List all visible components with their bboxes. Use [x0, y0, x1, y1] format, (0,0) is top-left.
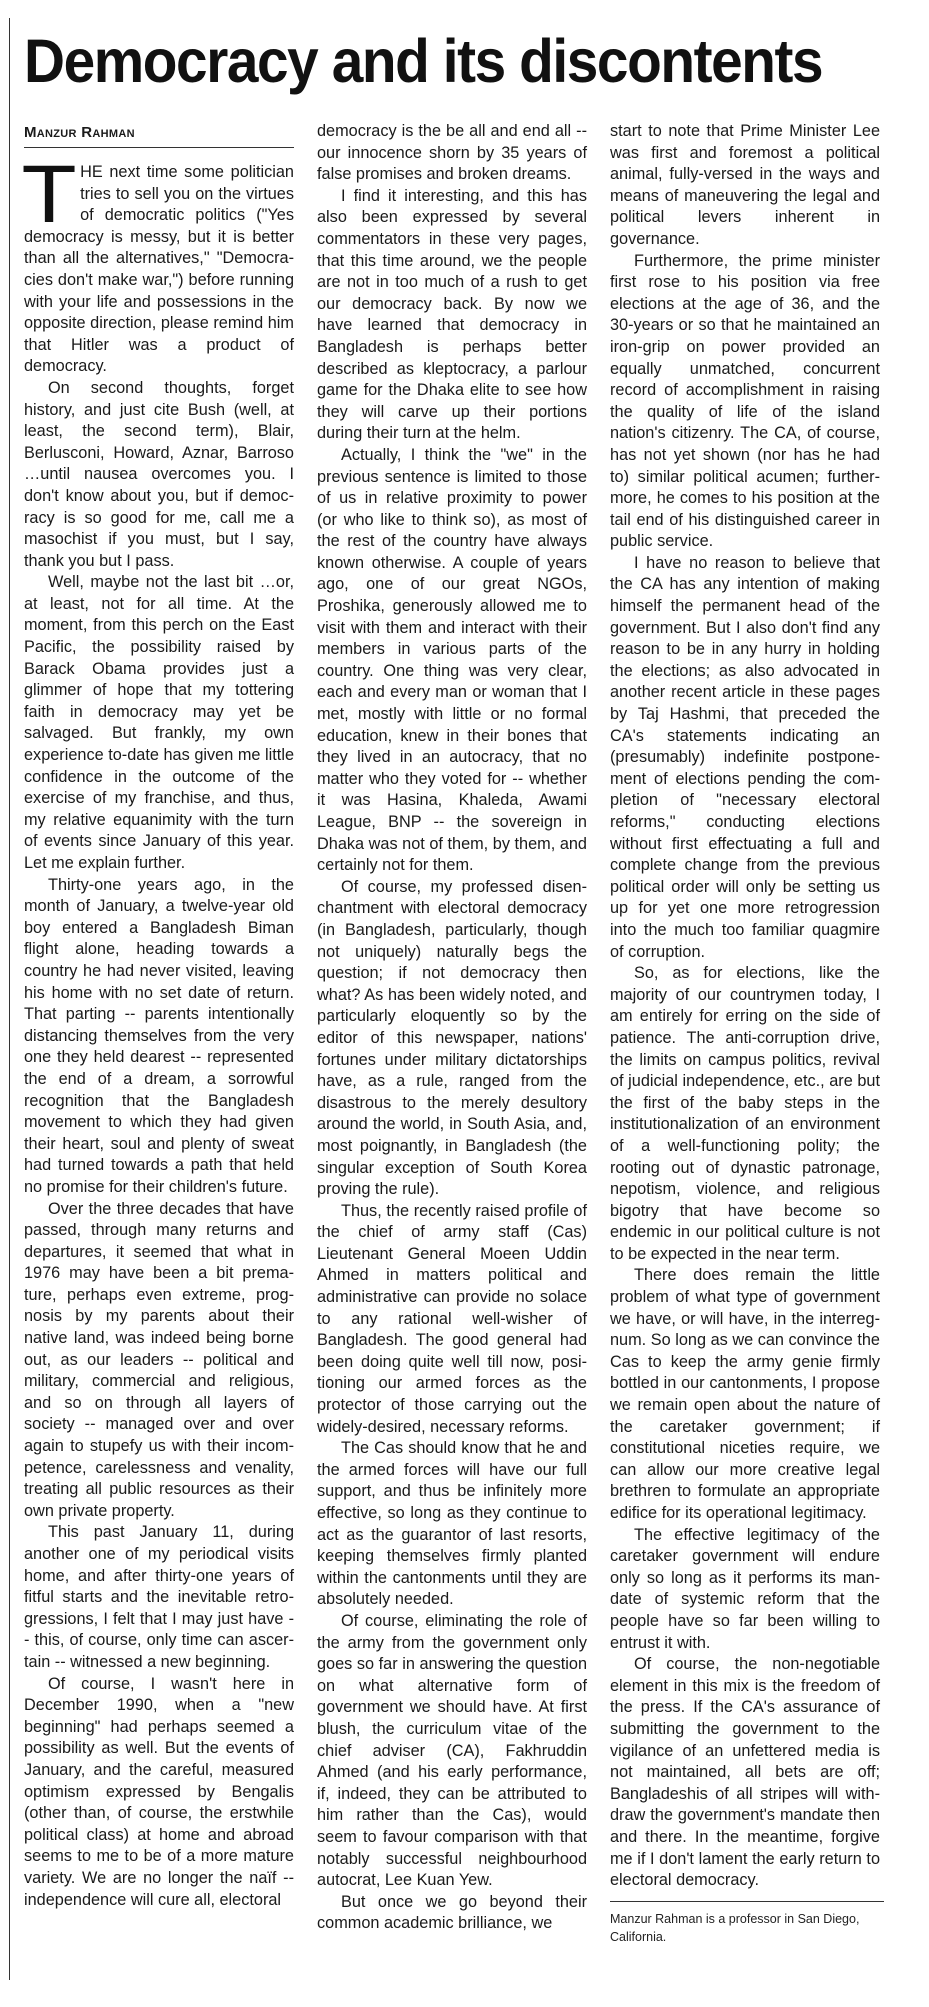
paragraph-continuation: democracy is the be all and end all -- our innocence shorn by 35 years of false promises and broken dreams.: [317, 122, 587, 184]
paragraph: On second thoughts, forget history, and just cite Bush (well, at least, the second term), Blair, Berlusconi, Howard, Aznar, Barroso …until nausea overcomes you. I don't know about you, but if democracy is so good for me, call me a masochist if you must, but I say, thank you but I pass.: [24, 378, 294, 570]
paragraph: Of course, I wasn't here in December 1990, when a "new beginning" had perhaps seemed a possibility as well. But the events of January, and the careful, measured optimism expressed by Bengalis (other than, of course, the erstwhile political class) at home and abroad seems to me to be of a more mature variety. We are no longer the naïf -- independence will cure all, electoral: [24, 1674, 294, 1909]
byline: Manzur Rahman: [24, 124, 294, 148]
paragraph: There does remain the little problem of what type of government we have, or will have, in the interregnum. So long as we can convince the Cas to keep the army genie firmly bottled in our cantonments, I propose we remain open about the nature of the caretaker government; if constitutional niceties require, we can allow our more creative legal brethren to formulate an appropriate edifice for its operational legitimacy.: [610, 1266, 880, 1522]
paragraph: Of course, my professed disenchantment with electoral democracy (in Bangladesh, particularly, though not uniquely) naturally begs the question; if not democracy then what? As has been widely noted, and particularly eloquently so by the editor of this newspaper, nations' fortunes under military dictatorships have, as a rule, ranged from the disastrous to the merely desultory around the world, in South Asia, and, most poignantly, in Bangladesh (the singular exception of South Korea proving the rule).: [317, 877, 587, 1199]
author-bio: Manzur Rahman is a professor in San Diego, California.: [610, 1911, 860, 1944]
paragraph: So, as for elections, like the majority of our countrymen today, I am entirely for erring on the side of patience. The anti-corruption drive, the limits on campus politics, revival of judicial independence, etc., are but the first of the baby steps in the institutionalization of an environment of a well-functioning polity; the rooting out of dynastic patronage, nepotism, violence, and religious bigotry that have become so endemic in our political culture is not to be expected in the near term.: [610, 964, 880, 1263]
paragraph: I have no reason to believe that the CA has any intention of making himself the permanent head of the government. But I also don't find any reason to be in any hurry in holding the elections; as also advocated in another recent article in these pages by Taj Hashmi, that preceded the CA's statements indicating an (presumably) indefinite postponement of elections pending the completion of "necessary electoral reforms," conducting elections without first effectuating a full and complete change from the previous political order will only be setting us up for yet one more retrogression into the much too familiar quagmire of corruption.: [610, 553, 880, 961]
paragraph: Furthermore, the prime minister first rose to his position via free elections at the age of 36, and the 30-years or so that he maintained an iron-grip on power provided an equally unmatched, concurrent record of accomplishment in raising the quality of life of the island nation's citizenry. The CA, of course, has not yet shown (nor has he had to) similar political acumen; furthermore, he comes to his position at the tail end of his distinguished career in public service.: [610, 251, 880, 551]
paragraph: This past January 11, during another one of my periodical visits home, and after thirty-one years of fitful starts and the inevitable retrogressions, I felt that I may just have -- this, of course, only time can ascertain -- witnessed a new beginning.: [24, 1523, 294, 1671]
headline: Democracy and its discontents: [24, 27, 823, 95]
lead-paragraph-text: HE next time some politician tries to sell you on the virtues of democratic politics ("Yes democracy is messy, but it is better than all the alternatives," "Democracies don't make war,") before running with your life and possessions in the opposite direction, please remind him that Hitler was a product of democracy.: [24, 163, 294, 376]
lead-paragraph: [21, 149, 294, 378]
paragraph: But once we go beyond their common academic brilliance, we: [317, 1892, 587, 1933]
paragraph: Over the three decades that have passed, through many returns and departures, it seemed that what in 1976 may have been a bit premature, perhaps even extreme, prognosis by my parents about their native land, was indeed being borne out, as our leaders -- political and military, commercial and religious, and so on through all layers of society -- managed over and over again to stupefy us with their incompetence, carelessness and venality, treating all public resources as their own private property.: [24, 1199, 294, 1520]
paragraph: The effective legitimacy of the caretaker government will endure only so long as it performs its mandate of systemic reform that the people have so far been willing to entrust it with.: [610, 1525, 880, 1652]
column-2: [317, 121, 587, 1935]
paragraph: Of course, the non-negotiable element in this mix is the freedom of the press. If the CA's assurance of submitting the government to the vigilance of an unfettered media is not maintained, all bets are off; Bangladeshis of all stripes will withdraw the government's mandate then and there. In the meantime, forgive me if I don't lament the early return to electoral democracy.: [610, 1655, 880, 1890]
paragraph: Actually, I think the "we" in the previous sentence is limited to those of us in relative proximity to power (or who like to think so), as most of the rest of the country have always known otherwise. A couple of years ago, one of our great NGOs, Proshika, generously allowed me to visit with them and interact with their members in various parts of the country. One thing was very clear, each and every man or woman that I met, mostly with little or no formal education, knew in their bones that they lived in an autocracy, that no matter who they voted for -- whether it was Hasina, Khaleda, Awami League, BNP -- the sovereign in Dhaka was not of them, by them, and certainly not for them.: [317, 445, 587, 875]
paragraph: Of course, eliminating the role of the army from the government only goes so far in answering the question on what alternative form of government we should have. At first blush, the curriculum vitae of the chief adviser (CA), Fakhruddin Ahmed (and his early performance, if, indeed, they can be attributed to him rather than the Cas), would seem to favour comparison with that notably successful neighbourhood autocrat, Lee Kuan Yew.: [317, 1611, 587, 1890]
paragraph: Well, maybe not the last bit …or, at least, not for all time. At the moment, from this perch on the East Pacific, the possibility raised by Barack Obama provides just a glimmer of hope that my tottering faith in democracy may yet be salvaged. But frankly, my own experience to-date has given me little confidence in the outcome of the exercise of my franchise, and thus, my relative equanimity with the turn of events since January of this year. Let me explain further.: [24, 573, 294, 872]
paragraph: Thus, the recently raised profile of the chief of army staff (Cas) Lieutenant General Moeen Uddin Ahmed in matters political and administrative can provide no solace to any rational well-wisher of Bangladesh. The good general had been doing quite well till now, positioning our armed forces as the protector of those carrying out the widely-desired, necessary reforms.: [317, 1201, 587, 1436]
left-column-rule: [9, 18, 10, 1980]
paragraph: Thirty-one years ago, in the month of January, a twelve-year old boy entered a Bangladesh Biman flight alone, heading towards a country he had never visited, leaving his home with no set date of return. That parting -- parents intentionally distancing themselves from the very one they held dearest -- represented the end of a dream, a sorrowful recognition that the Bangladesh movement to which they had given their heart, soul and plenty of sweat had turned towards a path that held no promise for their children's future.: [24, 875, 294, 1196]
column-3: [610, 121, 880, 1946]
paragraph-continuation: start to note that Prime Minister Lee was first and foremost a political animal, fully-versed in the ways and means of maneuvering the legal and political levers inherent in governance.: [610, 122, 880, 248]
column-1: [21, 124, 294, 1911]
paragraph: I find it interesting, and this has also been expressed by several commentators in these very pages, that this time around, we the people are not in too much of a rush to get our democracy back. By now we have learned that democracy in Bangladesh is perhaps better described as kleptocracy, a parlour game for the Dhaka elite to see how they will carve up their portions during their turn at the helm.: [317, 186, 587, 443]
bio-divider: [610, 1901, 884, 1902]
paragraph: The Cas should know that he and the armed forces will have our full support, and thus be infinitely more effective, so long as they continue to act as the guarantor of last resorts, keeping themselves firmly planted within the cantonments until they are absolutely needed.: [317, 1439, 587, 1609]
drop-cap: T: [21, 149, 77, 240]
